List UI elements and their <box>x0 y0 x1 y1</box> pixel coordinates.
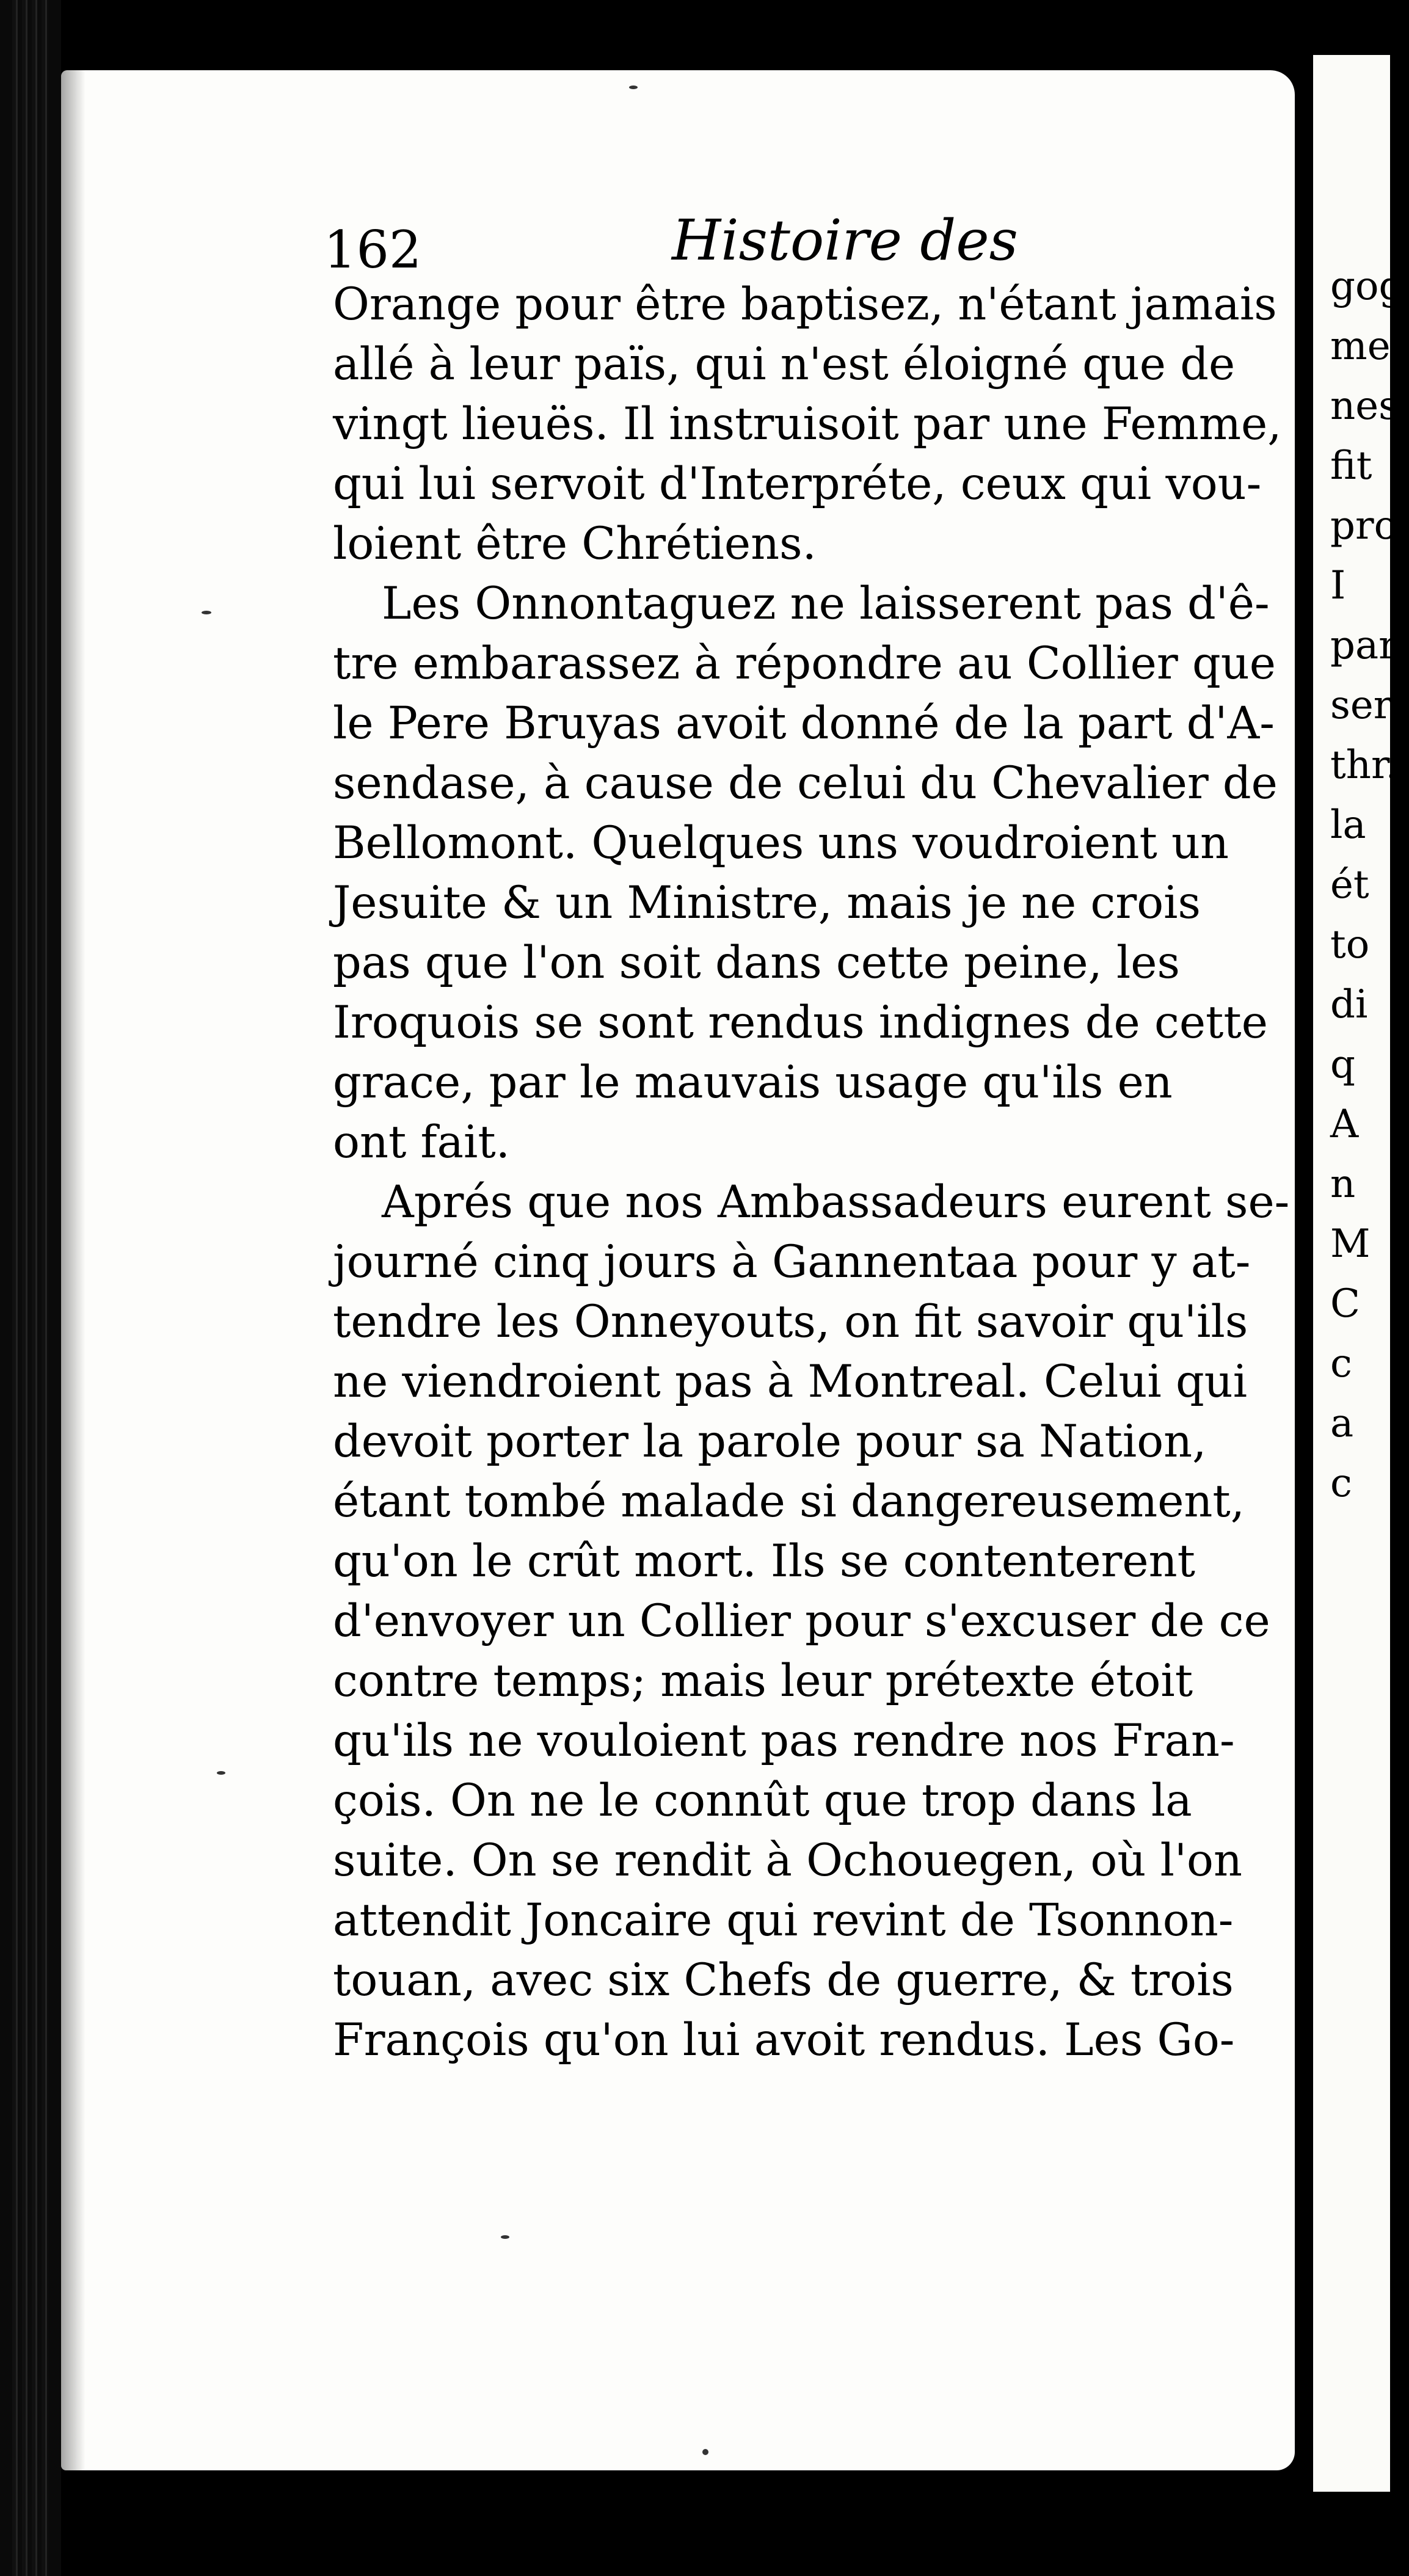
text-line: Orange pour être baptisez, n'étant jamais <box>333 278 1277 330</box>
facing-fragment: thr. <box>1330 743 1398 788</box>
facing-page-text <box>1330 257 1409 1513</box>
text-line: Aprés que nos Ambassadeurs eurent se- <box>382 1176 1290 1228</box>
book-gutter <box>0 0 61 2576</box>
running-title: Histoire des <box>672 208 1018 273</box>
facing-fragment: nes <box>1330 384 1399 429</box>
facing-fragment: la <box>1330 802 1366 848</box>
text-line: ne viendroient pas à Montreal. Celui qui <box>333 1356 1248 1408</box>
text-line: Jesuite & un Ministre, mais je ne crois <box>333 877 1201 929</box>
facing-fragment: C <box>1330 1281 1360 1326</box>
facing-fragment: c <box>1330 1341 1352 1386</box>
text-line: d'envoyer un Collier pour s'excuser de ce <box>333 1595 1270 1647</box>
facing-fragment: a <box>1330 1401 1354 1446</box>
facing-fragment: par <box>1330 623 1397 668</box>
text-line: vingt lieuës. Il instruisoit par une Femme, <box>333 398 1282 450</box>
facing-fragment: pro <box>1330 503 1398 548</box>
facing-fragment: gog <box>1330 264 1404 309</box>
text-line: François qu'on lui avoit rendus. Les Go- <box>333 2014 1235 2066</box>
page-number: 162 <box>324 220 422 280</box>
body-text <box>333 275 1290 2070</box>
text-line: le Pere Bruyas avoit donné de la part d'A- <box>333 697 1275 749</box>
text-line: allé à leur païs, qui n'est éloigné que de <box>333 338 1236 390</box>
text-line: sendase, à cause de celui du Chevalier de <box>333 757 1278 809</box>
text-line: ont fait. <box>333 1116 510 1168</box>
text-line: attendit Joncaire qui revint de Tsonnon- <box>333 1894 1234 1946</box>
facing-fragment: mer <box>1330 324 1409 369</box>
text-line: journé cinq jours à Gannentaa pour y at- <box>333 1236 1251 1288</box>
facing-fragment: q <box>1330 1042 1355 1087</box>
text-line: çois. On ne le connût que trop dans la <box>333 1775 1192 1827</box>
facing-fragment: I <box>1330 563 1346 608</box>
text-line: qu'ils ne vouloient pas rendre nos Fran- <box>333 1715 1235 1767</box>
text-line: étant tombé malade si dangereusement, <box>333 1475 1245 1527</box>
facing-fragment: A <box>1330 1102 1359 1147</box>
text-line: qu'on le crût mort. Ils se contenterent <box>333 1535 1195 1587</box>
facing-fragment: to <box>1330 922 1370 967</box>
text-line: qui lui servoit d'Interpréte, ceux qui vou- <box>333 458 1262 510</box>
text-line: pas que l'on soit dans cette peine, les <box>333 937 1180 989</box>
page-shadow <box>61 70 86 2470</box>
ink-speck <box>501 2235 509 2239</box>
text-line: devoit porter la parole pour sa Nation, <box>333 1416 1207 1468</box>
ink-speck <box>202 611 211 614</box>
ink-speck <box>629 86 638 89</box>
facing-fragment: fit <box>1330 443 1372 489</box>
facing-fragment: c <box>1330 1461 1352 1506</box>
text-line: suite. On se rendit à Ochouegen, où l'on <box>333 1835 1242 1887</box>
text-line: loient être Chrétiens. <box>333 518 817 570</box>
binding-edges <box>12 0 49 2576</box>
text-line: Iroquois se sont rendus indignes de cette <box>333 997 1268 1049</box>
text-line: tre embarassez à répondre au Collier que <box>333 638 1276 689</box>
text-line: grace, par le mauvais usage qu'ils en <box>333 1057 1173 1108</box>
facing-fragment: ser <box>1330 683 1393 728</box>
text-line: Les Onnontaguez ne laisserent pas d'ê- <box>382 578 1270 630</box>
ink-speck <box>702 2449 708 2455</box>
text-line: touan, avec six Chefs de guerre, & trois <box>333 1954 1234 2006</box>
text-line: contre temps; mais leur prétexte étoit <box>333 1655 1193 1707</box>
facing-fragment: M <box>1330 1221 1371 1267</box>
text-line: Bellomont. Quelques uns voudroient un <box>333 817 1229 869</box>
facing-fragment: ét <box>1330 862 1369 908</box>
facing-fragment: n <box>1330 1162 1356 1207</box>
text-line: tendre les Onneyouts, on fit savoir qu'ils <box>333 1296 1248 1348</box>
facing-fragment: di <box>1330 982 1368 1027</box>
ink-speck <box>217 1771 225 1775</box>
